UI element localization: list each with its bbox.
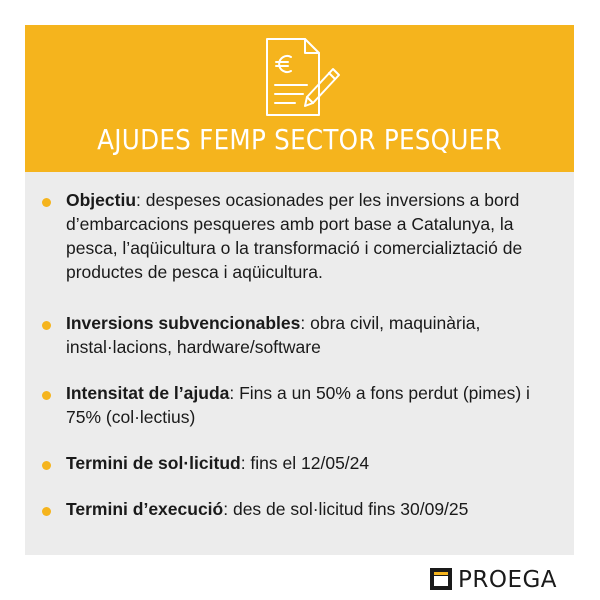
- euro-document-pencil-icon: [261, 35, 341, 119]
- page-title: AJUDES FEMP SECTOR PESQUER: [97, 123, 502, 156]
- bullet-icon: [42, 321, 51, 330]
- item-label: Termini de sol·licitud: [66, 453, 241, 473]
- item-label: Intensitat de l’ajuda: [66, 383, 230, 403]
- item-text: : fins el 12/05/24: [240, 453, 370, 473]
- list-item: [66, 311, 546, 359]
- bullet-icon: [42, 507, 51, 516]
- header-banner: [25, 25, 574, 172]
- list-item: [66, 381, 546, 429]
- bullet-icon: [42, 391, 51, 400]
- list-item: [66, 497, 546, 521]
- item-label: Inversions subvencionables: [66, 313, 301, 333]
- item-label: Termini d’execució: [66, 499, 224, 519]
- brand-logo: [430, 566, 580, 594]
- logo-mark-icon: [430, 568, 452, 590]
- info-card: [25, 25, 574, 555]
- item-text: : des de sol·licitud fins 30/09/25: [223, 499, 469, 519]
- bullet-icon: [42, 198, 51, 207]
- item-text: : despeses ocasionades per les inversions a bord d’embarcacions pesqueres amb port base a Catalunya, la pesca, l’aqüicultura o la transformació i comercializtació de productes de pesca i aqüicultura.: [66, 190, 523, 282]
- list-item: [66, 451, 546, 475]
- item-label: Objectiu: [66, 190, 137, 210]
- logo-text: PROEGA: [458, 567, 558, 593]
- item-text: : obra civil, maquinària, instal·lacions, hardware/software: [66, 313, 481, 357]
- list-item: [66, 188, 546, 284]
- bullet-icon: [42, 461, 51, 470]
- item-text: : Fins a un 50% a fons perdut (pimes) i 75% (col·lectius): [66, 383, 530, 427]
